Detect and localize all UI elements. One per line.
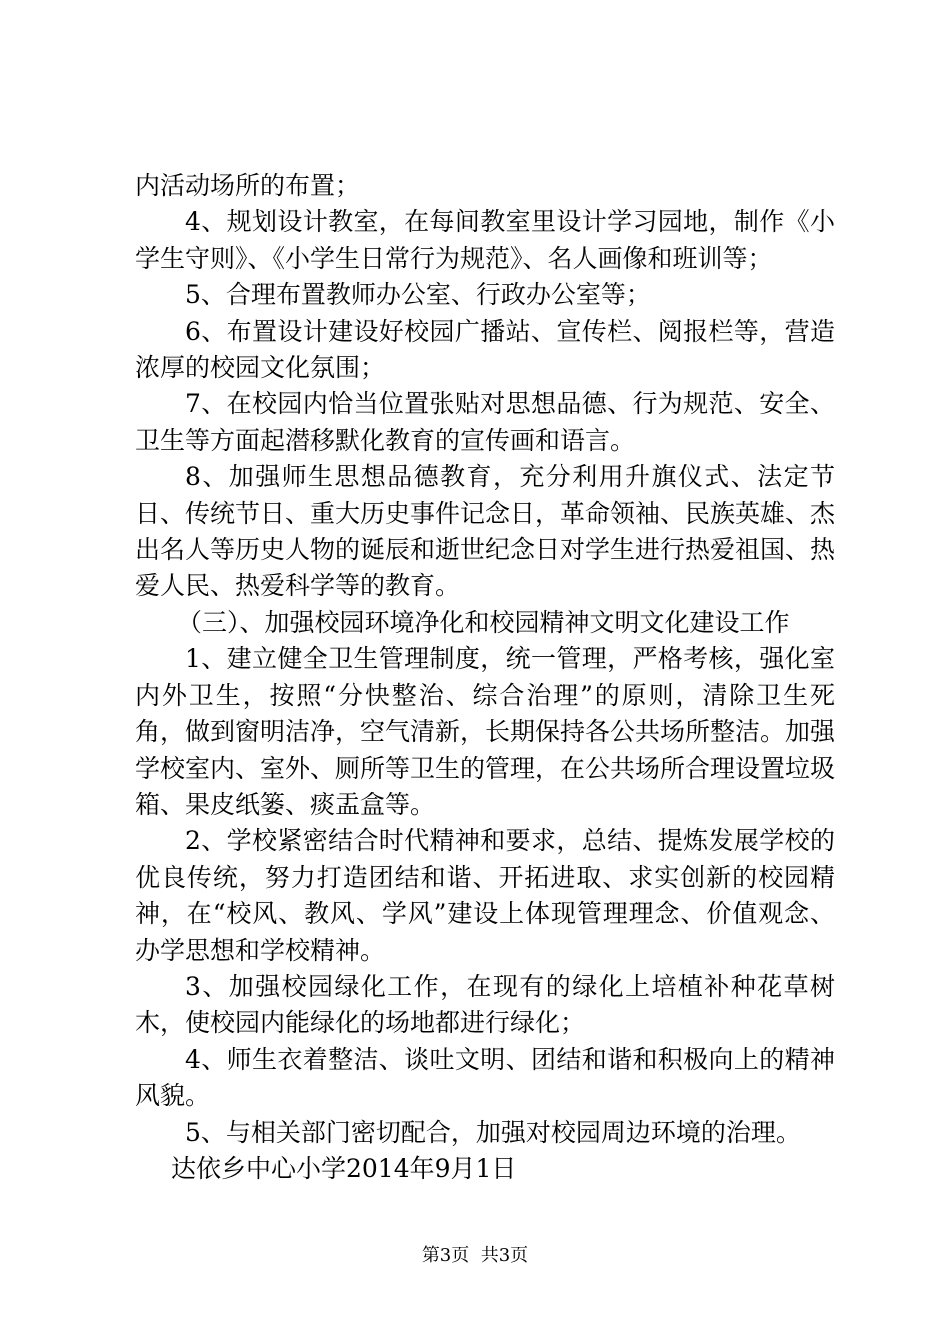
paragraph-4: 6、布置设计建设好校园广播站、宣传栏、阅报栏等，营造浓厚的校园文化氛围； bbox=[135, 316, 835, 383]
paragraph-1: 内活动场所的布置； bbox=[135, 171, 361, 200]
section-paragraph-3: 3、加强校园绿化工作，在现有的绿化上培植补种花草树木，使校园内能绿化的场地都进行绿化； bbox=[135, 971, 835, 1038]
section-paragraph-4: 4、师生衣着整洁、谈吐文明、团结和谐和积极向上的精神风貌。 bbox=[135, 1044, 835, 1111]
paragraph-6: 8、加强师生思想品德教育，充分利用升旗仪式、法定节日、传统节日、重大历史事件记念日，革命领袖、民族英雄、杰出名人等历史人物的诞辰和逝世纪念日对学生进行热爱祖国、热爱人民、热爱科学等的教育。 bbox=[135, 462, 836, 601]
document-body bbox=[135, 168, 835, 1187]
section-paragraph-1: 1、建立健全卫生管理制度，统一管理，严格考核，强化室内外卫生，按照“分快整治、综合治理”的原则，清除卫生死角，做到窗明洁净，空气清新，长期保持各公共场所整洁。加强学校室内、室外、厕所等卫生的管理，在公共场所合理设置垃圾箱、果皮纸篓、痰盂盒等。 bbox=[135, 644, 836, 819]
signature-date: 达依乡中心小学2014年9月1日 bbox=[171, 1153, 517, 1183]
section-heading: （三）、加强校园环境净化和校园精神文明文化建设工作 bbox=[177, 607, 790, 637]
paragraph-5: 7、在校园内恰当位置张贴对思想品德、行为规范、安全、卫生等方面起潜移默化教育的宣传画和语言。 bbox=[135, 389, 835, 455]
paragraph-2: 4、规划设计教室，在每间教室里设计学习园地，制作《小学生守则》、《小学生日常行为规范》、名人画像和班训等； bbox=[135, 207, 835, 273]
section-paragraph-2: 2、学校紧密结合时代精神和要求，总结、提炼发展学校的优良传统，努力打造团结和谐、开拓进取、求实创新的校园精神，在“校风、教风、学风”建设上体现管理理念、价值观念、办学思想和学校精神。 bbox=[135, 826, 835, 965]
page-footer bbox=[0, 1244, 950, 1268]
section-paragraph-5: 5、与相关部门密切配合，加强对校园周边环境的治理。 bbox=[185, 1117, 801, 1147]
page-number-label: 第3页 共3页 bbox=[421, 1245, 529, 1266]
paragraph-3: 5、合理布置教师办公室、行政办公室等； bbox=[185, 280, 651, 310]
